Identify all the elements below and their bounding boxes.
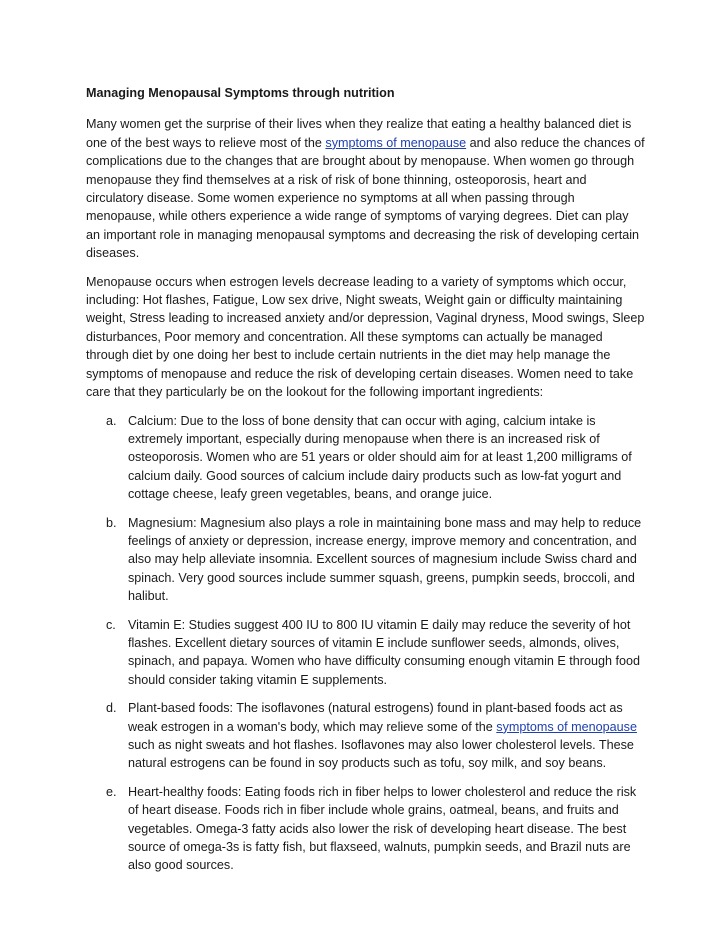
list-item-text: Heart-healthy foods: Eating foods rich in fiber helps to lower cholesterol and reduce the risk of heart disease. Foods rich in fiber include whole grains, oatmeal, beans, and fruits and vegetables. Omega-3 fatty acids also lower the risk of developing heart disease. The best source of omega-3s is fatty fish, but flaxseed, walnuts, pumpkin seeds, and Brazil nuts are also good sources. — [128, 784, 637, 873]
symptoms-of-menopause-link-2[interactable]: symptoms of menopause — [496, 719, 637, 734]
intro-paragraph — [86, 115, 646, 262]
list-item-text: Calcium: Due to the loss of bone density that can occur with aging, calcium intake is extremely important, especially during menopause when there is an increased risk of osteoporosis. Women who are 51 years or older should aim for at least 1,200 milligrams of calcium daily. Good sources of calcium include dairy products such as low-fat yogurt and cottage cheese, leafy green vegetables, beans, and orange juice. — [128, 413, 632, 502]
document-page — [86, 84, 646, 885]
list-marker: b. — [106, 515, 117, 530]
list-item-text: Vitamin E: Studies suggest 400 IU to 800 IU vitamin E daily may reduce the severity of hot flashes. Excellent dietary sources of vitamin E include sunflower seeds, almonds, olives, spinach, and papaya. Women who have difficulty consuming enough vitamin E through food should consider taking vitamin E supplements. — [128, 617, 641, 687]
item-text-before-link: Plant-based foods: The isoflavones (natural estrogens) found in plant-based foods act as weak estrogen in a woman's body, which may relieve some of the — [128, 701, 623, 734]
item-text-after-link: such as night sweats and hot flashes. Isoflavones may also lower cholesterol levels. These natural estrogens can be found in soy products such as tofu, soy milk, and soy beans. — [128, 738, 634, 771]
list-item-heart-healthy-foods — [86, 783, 646, 875]
list-item-vitamin-e — [86, 616, 646, 690]
list-item-text — [128, 701, 637, 770]
symptoms-of-menopause-link[interactable]: symptoms of menopause — [325, 135, 467, 150]
list-item-calcium — [86, 412, 646, 504]
intro-text-after-link: and also reduce the chances of complications due to the changes that are brought about by menopause. When women go through menopause they find themselves at a risk of risk of bone thinning, osteoporosis, heart and circulatory disease. Some women experience no symptoms at all when passing through menopause, while others experience a wide range of symptoms of varying degrees. Diet can play an important role in managing menopausal symptoms and decreasing the risk of developing certain diseases. — [86, 135, 645, 261]
list-marker: e. — [106, 784, 117, 799]
list-item-plant-based-foods — [86, 699, 646, 773]
list-marker: a. — [106, 413, 117, 428]
intro-text-before-link: Many women get the surprise of their lives when they realize that eating a healthy balanced diet is one of the best ways to relieve most of the — [86, 117, 632, 150]
menopause-symptoms-paragraph: Menopause occurs when estrogen levels decrease leading to a variety of symptoms which occur, including: Hot flashes, Fatigue, Low sex drive, Night sweats, Weight gain or difficulty maintaining weight, Stress leading to increased anxiety and/or depression, Vaginal dryness, Mood swings, Sleep disturbances, Poor memory and concentration. All these symptoms can actually be managed through diet by one doing her best to include certain nutrients in the diet may help manage the symptoms of menopause and reduce the risk of developing certain diseases. Women need to take care that they particularly be on the lookout for the following important ingredients: — [86, 274, 645, 400]
nutrient-list — [86, 412, 646, 875]
list-item-text: Magnesium: Magnesium also plays a role in maintaining bone mass and may help to reduce feelings of anxiety or depression, increase energy, improve memory and concentration, and also may help alleviate insomnia. Excellent sources of magnesium include Swiss chard and spinach. Very good sources include summer squash, greens, pumpkin seeds, broccoli, and halibut. — [128, 515, 642, 604]
document-title: Managing Menopausal Symptoms through nutrition — [86, 86, 395, 100]
list-marker: c. — [106, 617, 116, 632]
list-item-magnesium — [86, 514, 646, 606]
list-marker: d. — [106, 701, 117, 716]
